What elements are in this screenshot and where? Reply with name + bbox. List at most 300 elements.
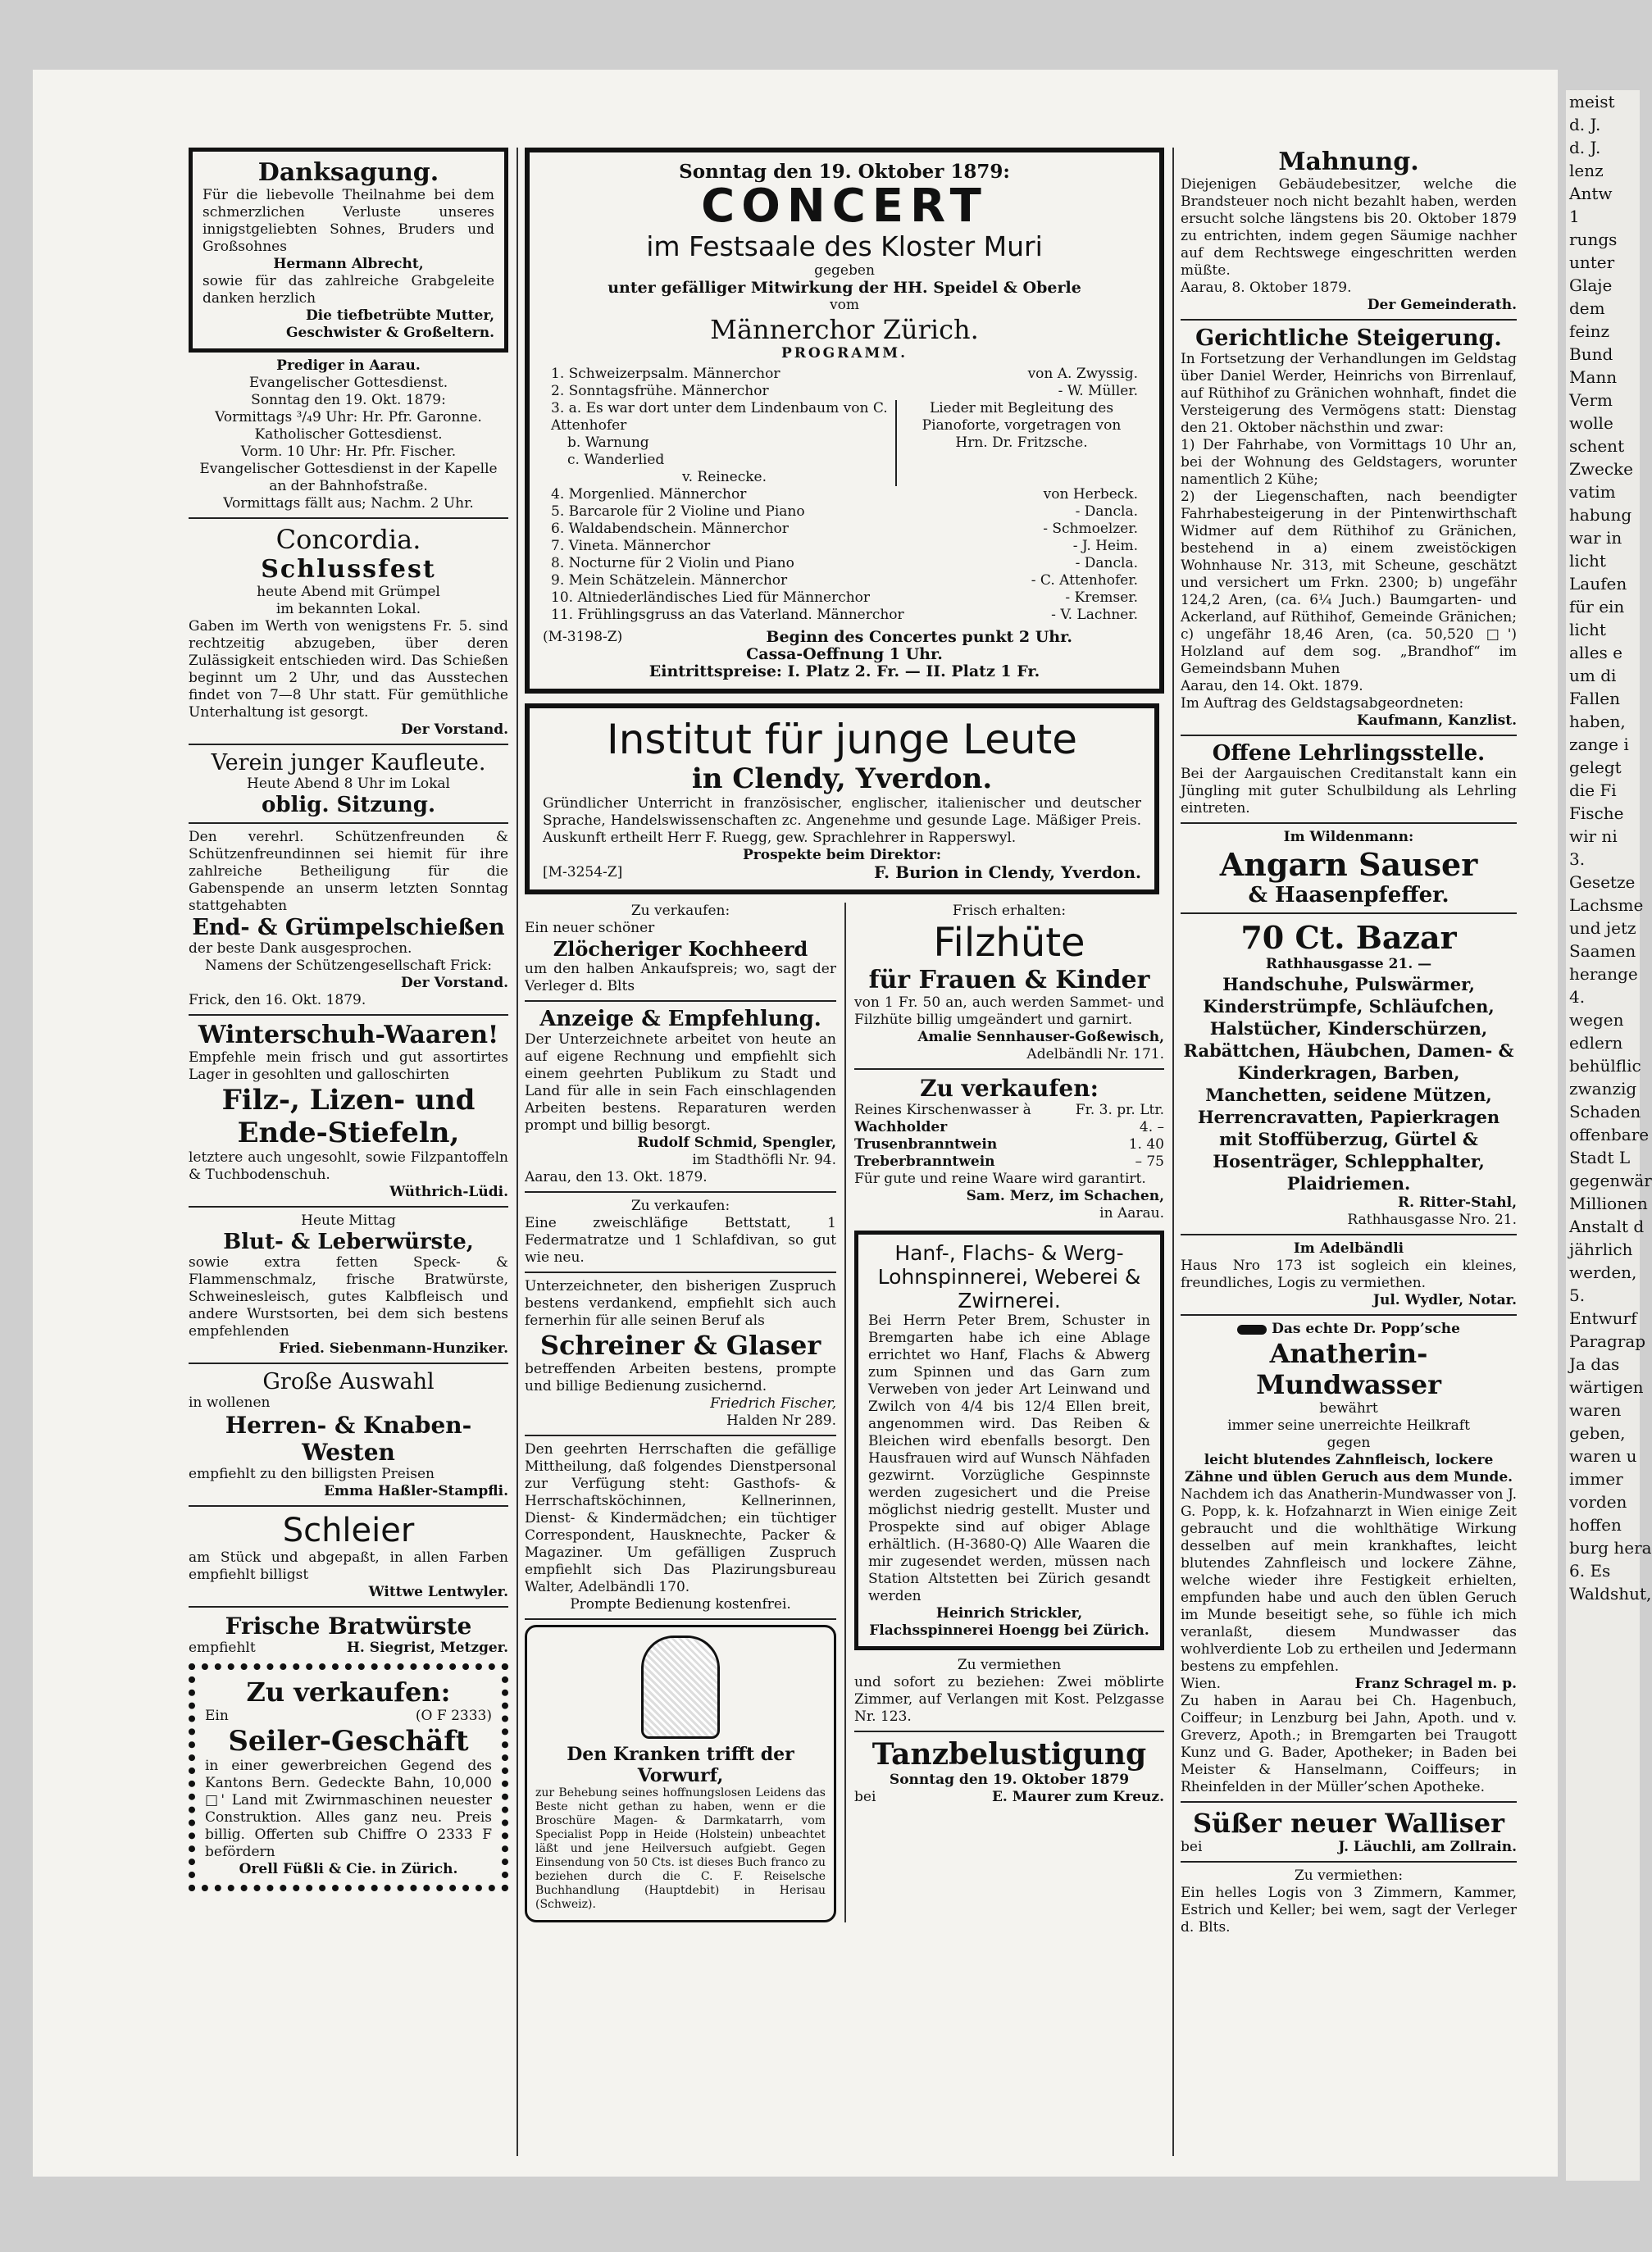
ad-headline: Filz-, Lizen- und [221,1084,476,1117]
program-composer: - Dancla. [1075,503,1138,520]
divider [525,1000,836,1002]
ad-title: Große Auswahl [262,1369,435,1394]
ad-signature: Jul. Wydler, Notar. [1372,1292,1517,1308]
strip-line: die Fi [1569,780,1617,800]
ad-title: Süßer neuer Walliser [1193,1808,1504,1839]
ad-headline: für Frauen & Kinder [868,966,1150,994]
strip-line: burg hera [1569,1538,1652,1558]
program-item [551,486,1138,503]
ad-line: Wien. [1181,1676,1222,1692]
ad-headline: Ende-Stiefeln, [237,1117,460,1149]
ad-line: Vorm. 10 Uhr: Hr. Pfr. Fischer. [240,444,457,460]
divider [525,1435,836,1436]
ad-signature: Emma Haßler-Stampfli. [324,1483,508,1499]
ad-date: Aarau, den 14. Okt. 1879. [1181,678,1363,694]
divider [189,1505,508,1507]
strip-line: Fallen [1569,689,1620,708]
divider [189,517,508,519]
ad-signature: R. Ritter-Stahl, [1398,1194,1517,1211]
strip-line: geben, [1569,1423,1626,1443]
strip-line: Gesetze [1569,872,1636,892]
ad-line: Vormittags ³/₄9 Uhr: Hr. Pfr. Garonne. [215,409,482,425]
ad-line: bei [1181,1839,1203,1855]
strip-line: Millionen [1569,1194,1648,1213]
ad-line: Zu vermiethen [957,1657,1062,1673]
ad-adelbaendli [1181,1240,1517,1309]
ad-signature: F. Burion in Clendy, Yverdon. [873,862,1141,882]
ad-subtitle: Evangelischer Gottesdienst in der Kapelle [199,461,498,477]
ad-title: Gerichtliche Steigerung. [1195,325,1502,351]
price-item: Wachholder [854,1119,948,1135]
ad-row [1181,1839,1517,1856]
ad-title: Concordia. [275,524,421,555]
strip-line: vatim [1569,482,1616,502]
strip-line: hoffen [1569,1515,1622,1535]
strip-line: waren u [1569,1446,1637,1466]
divider [1181,1234,1517,1235]
ad-body: zur Behebung seines hoffnungslosen Leidens das Beste nicht gethan zu haben, wenn er die Broschüre Magen- & Darmkatarrh, vom Specialist Popp in Heide (Holstein) unbeachtet läßt und jene Heilversuch aufgiebt. Gegen Einsendung von 50 Cts. ist dieses Buch franco zu beziehen durch die C. F. Reiselsche Buchhandlung (Hauptdebit) in Herisau (Schweiz). [535,1786,826,1911]
strip-line: Entwurf [1569,1308,1637,1328]
ad-title: Zu verkaufen: [920,1075,1099,1102]
ad-body: Diejenigen Gebäudebesitzer, welche die Brandsteuer noch nicht bezahlt haben, werden ersucht solche längstens bis 20. Oktober 1879 zu entrichten, indem gegen Säumige nachher auf dem Rechtswege eingeschritten werden müßte. [1181,176,1517,279]
ad-line: bewährt [1319,1400,1378,1417]
column-rule [517,148,518,2156]
strip-line: Verm [1569,390,1613,410]
ad-line: Zu vermiethen: [1294,1868,1404,1884]
ad-line: Vormittags fällt aus; Nachm. 2 Uhr. [223,495,474,512]
ad-winterschuh [189,1021,508,1201]
strip-line: Ja das [1569,1354,1620,1374]
ad-title: Frische Bratwürste [225,1613,472,1640]
divider [525,1191,836,1193]
concert-choir: Männerchor Zürich. [710,314,979,345]
program-composer: - W. Müller. [1058,383,1138,399]
ad-tanz [854,1737,1164,1806]
concert-subtitle: im Festsaale des Kloster Muri [646,230,1043,262]
strip-line: wir ni [1569,826,1618,846]
ad-schuetzen [189,829,508,1009]
ad-body: 1) Der Fahrhabe, von Vormittags 10 Uhr an, bei der Wohnung des Geldstagers, worunter namentlich 2 Kühe; [1181,437,1517,488]
ad-date: Aarau, 8. Oktober 1879. [1181,280,1352,296]
ad-row [205,1708,492,1725]
ad-headline: End- & Grümpelschießen [192,915,505,940]
ad-signature: Friedrich Fischer, [710,1395,836,1412]
divider [1181,319,1517,321]
price-value: – 75 [1135,1153,1164,1170]
column-rule [1172,148,1174,2156]
strip-line: gelegt [1569,757,1622,777]
strip-line: 6. Es [1569,1561,1611,1581]
ad-line: Heute Mittag [301,1212,396,1229]
strip-line: Lachsme [1569,895,1644,915]
program-title: 7. Vineta. Männerchor [551,538,711,554]
ad-body: und sofort zu beziehen: Zwei möblirte Zimmer, auf Verlangen mit Kost. Pelzgasse Nr. 123. [854,1674,1164,1725]
divider [854,1731,1164,1732]
ad-signature: Franz Schragel m. p. [1354,1676,1517,1692]
program-title: 6. Waldabendschein. Männerchor [551,521,789,537]
strip-line: d. J. [1569,138,1601,157]
price-row [854,1119,1164,1136]
ad-kranken [525,1625,836,1922]
ad-line: Ein [205,1708,229,1724]
strip-line: rungs [1569,230,1618,249]
ad-address: Halden Nr 289. [726,1413,836,1429]
divider [1181,1801,1517,1803]
strip-line: licht [1569,620,1606,639]
strip-line: zwanzig [1569,1079,1637,1099]
program-composer: - C. Attenhofer. [1031,572,1138,589]
ad-line: Prompte Bedienung kostenfrei. [570,1596,791,1613]
ad-signature: Rudolf Schmid, Spengler, [637,1135,836,1151]
ad-headline: Blut- & Leberwürste, [223,1230,474,1254]
divider [1181,912,1517,914]
ad-prediger [189,357,508,512]
ad-body: Den geehrten Herrschaften die gefällige Mittheilung, daß folgendes Dienstpersonal zur Verfügung steht: Gasthofs- & Herrschaftsköchinnen, Kellnerinnen, Dienst- & Kindermädchen; ein tüchtiger Correspondent, Hausknechte, Packer & Magaziner. Um gefälligen Zuspruch empfiehlt sich Das Plazirungsbureau Walter, Adelbändli 170. [525,1441,836,1595]
divider [189,822,508,824]
concert-prices: Eintrittspreise: I. Platz 2. Fr. — II. Platz 1 Fr. [649,662,1040,680]
ad-bazar [1181,919,1517,1229]
program-title: 8. Nocturne für 2 Violin und Piano [551,555,794,571]
ad-logis [1181,1868,1517,1936]
ad-title: Zu verkaufen: [246,1676,451,1708]
strip-line: 1 [1569,207,1580,226]
ad-line: bei [854,1789,876,1805]
ad-kirschwasser [854,1075,1164,1222]
strip-line: habung [1569,505,1632,525]
ad-line: leicht blutendes Zahnfleisch, lockere Zähne und üblen Geruch aus dem Munde. [1184,1452,1513,1485]
ad-zimmer [854,1657,1164,1726]
ad-row [543,864,1141,881]
ad-line: im bekannten Lokal. [275,601,421,617]
program-title: 2. Sonntagsfrühe. Männerchor [551,383,769,399]
divider [189,744,508,745]
divider [1181,1314,1517,1316]
ad-name: Hermann Albrecht, [273,256,424,272]
ad-headline: Schlussfest [261,555,436,584]
concert-title: CONCERT [701,180,988,233]
ad-walliser [1181,1808,1517,1856]
ad-subtitle: & Haasenpfeffer. [1248,883,1449,908]
strip-line: 5. [1569,1285,1586,1305]
ad-date: Aarau, den 13. Okt. 1879. [525,1169,708,1185]
ad-signature: E. Maurer zum Kreuz. [991,1789,1164,1805]
program-item-group [551,400,1138,486]
strip-line: licht [1569,551,1606,571]
middle-left-subcolumn [525,903,846,1922]
ad-bratwurst [189,1613,508,1657]
ad-headline: Angarn Sauser [1219,846,1478,883]
program-subitems [551,400,895,486]
ad-body: sowie extra fetten Speck- & Flammenschmalz, frische Bratwürste, Schweinesleisch, gutes Kalbfleisch und andere Wurstsorten, bei dem sich bestens empfehlenden [189,1254,508,1340]
strip-line: meist [1569,92,1615,111]
concert-date: Sonntag den 19. Oktober 1879: [679,161,1010,183]
strip-line: Antw [1569,184,1613,203]
ad-body: in einer gewerbreichen Gegend des Kantons Bern. Gedeckte Bahn, 10,000 □' Land mit Zwirnmaschinen neuester Construktion. Alles ganz neu. Preis billig. Offerten sub Chiffre O 2333 F befördern [205,1758,492,1860]
price-item: Reines Kirschenwasser à [854,1102,1031,1118]
column-right [1181,148,1517,1936]
ad-verein [189,750,508,817]
ad-body: In Fortsetzung der Verhandlungen im Geldstag über Daniel Werder, Heinrichs von Birrenlauf, auf Rüthihof zu Gränichen wohnhaft, findet die Versteigerung des Vermögens statt: Dienstag den 21. Oktober nächsthin und zwar: [1181,351,1517,436]
program-composer: von Herbeck. [1043,486,1138,503]
strip-line: edlern [1569,1033,1623,1053]
program-title: 3. a. Es war dort unter dem Lindenbaum von C. Attenhofer [551,400,888,434]
strip-line: Anstalt d [1569,1217,1645,1236]
ad-signature: Amalie Sennhauser-Goßewisch, [917,1029,1164,1045]
strip-line: vorden [1569,1492,1627,1512]
ad-line: immer seine unerreichte Heilkraft [1227,1417,1470,1434]
ad-line: gegen [1327,1435,1371,1451]
ad-headline: oblig. Sitzung. [261,793,436,817]
program-title: 1. Schweizerpsalm. Männerchor [551,366,780,382]
ad-headline: Schreiner & Glaser [539,1330,821,1361]
ad-title: Winterschuh-Waaren! [198,1021,499,1049]
ad-headline: Anatherin-Mundwasser [1256,1338,1441,1400]
price-value: 1. 40 [1128,1136,1164,1153]
ad-line: empfiehlt zu den billigsten Preisen [189,1466,435,1482]
ad-popp [1181,1321,1517,1796]
strip-line: wärtigen [1569,1377,1644,1397]
price-value: 4. – [1139,1119,1164,1135]
strip-line: Waldshut, [1569,1584,1652,1604]
ad-body: Bei Herrn Peter Brem, Schuster in Bremgarten habe ich eine Ablage errichtet wo Hanf, Flachs & Abwerg zum Spinnen und das Garn zum Verweben von jeder Art Leinwand und Zwilch von 4/4 bis 12/4 Ellen breit, angenommen wird. Das Reiben & Bleichen wird ebenfalls besorgt. Den Hausfrauen wird auf Wunsch Nähfaden gezwirnt. Vorzügliche Gespinnste werden zugesichert und die Preise möglichst niedrig gestellt. Muster und Prospekte sind auf obiger Ablage erhältlich. (H-3680-Q) Alle Waaren die mir zugesendet werden, müssen nach Station Altstetten bei Zürich gesandt werden [868,1313,1150,1604]
ad-line: Zu verkaufen: [630,1198,730,1214]
ad-address: im Stadthöfli Nr. 94. [692,1152,836,1168]
strip-line: Zwecke [1569,459,1634,479]
price-item: Trusenbranntwein [854,1136,998,1153]
ad-signature: Wittwe Lentwyler. [368,1584,508,1600]
strip-line: waren [1569,1400,1622,1420]
ad-row [1181,1676,1517,1693]
ad-line: Im Adelbändli [1293,1240,1404,1257]
program-composer: von A. Zwyssig. [1027,366,1138,382]
strip-line: dem [1569,298,1605,318]
program-note: Lieder mit Begleitung des Pianoforte, vorgetragen von Hrn. Dr. Fritzsche. [895,400,1138,486]
strip-line: feinz [1569,321,1610,341]
ad-body: um den halben Ankaufspreis; wo, sagt der Verleger d. Blts [525,961,836,994]
program-list [551,366,1138,624]
program-composer: - V. Lachner. [1051,607,1138,623]
ad-address: Rathhausgasse 21. — [1265,956,1432,972]
adjacent-page-strip [1566,90,1652,2181]
strip-line: werden, [1569,1262,1637,1282]
ad-code: (M-3198-Z) [543,629,623,645]
strip-line: unter [1569,252,1615,272]
ad-line: Prospekte beim Direktor: [743,847,941,863]
strip-line: Mann [1569,367,1618,387]
strip-line: Laufen [1569,574,1627,594]
ad-headline: Herren- & Knaben-Westen [225,1412,472,1466]
ad-body: Nachdem ich das Anatherin-Mundwasser von J. G. Popp, k. k. Hofzahnarzt in Wien einige Zeit gebraucht und die wohlthätige Wirkung desselben auf mein krankhaftes, leicht blutendes Zahnfleisch und lockere Zähne, welche wieder ihre Festigkeit erhielten, empfunden habe und auch den üblen Geruch im Munde beseitigt sehe, so fühle ich mich veranlaßt, diesem Mundwasser das wohlverdiente Lob zu ertheilen und Jedermann bestens zu empfehlen. [1181,1486,1517,1675]
ad-date: Sonntag den 19. Oktober 1879 [889,1772,1130,1788]
ad-body: Ein helles Logis von 3 Zimmern, Kammer, Estrich und Keller; bei wem, sagt der Verleger d. Blts. [1181,1885,1517,1936]
strip-line: d. J. [1569,115,1601,134]
ad-wildenmann [1181,829,1517,908]
ad-body: Den verehrl. Schützenfreunden & Schützenfreundinnen sei hiemit für ihre zahlreiche Betheiligung für die Gabenspende an unserm letzten Sonntag stattgehabten [189,829,508,914]
ad-title: Tanzbelustigung [872,1737,1147,1772]
ad-concordia [189,524,508,739]
ad-address: Rathhausgasse Nro. 21. [1347,1212,1517,1228]
ad-title: Mahnung. [1278,148,1419,176]
ad-signature: Kaufmann, Kanzlist. [1356,712,1517,729]
program-item [551,503,1138,521]
ad-schleier [189,1512,508,1601]
ad-line: unter gefälliger Mitwirkung der HH. Speidel & Oberle [608,279,1081,297]
ad-signature: Sam. Merz, im Schachen, [966,1188,1164,1204]
divider [1181,1861,1517,1863]
price-row [854,1153,1164,1171]
divider [189,1014,508,1016]
ad-line: Namens der Schützengesellschaft Frick: [205,958,492,974]
strip-line: Saamen [1569,941,1636,961]
strip-line: offenbare [1569,1125,1650,1144]
ad-body: Der Unterzeichnete arbeitet von heute an auf eigene Rechnung und empfiehlt sich einem geehrten Publikum zu Stadt und Land für alle in sein Fach einschlagenden Arbeiten bestens. Reparaturen werden prompt und billig besorgt. [525,1031,836,1134]
ad-line: Heute Abend 8 Uhr im Lokal [247,776,450,792]
ad-subtitle: Katholischer Gottesdienst. [254,426,443,443]
ad-line: Im Auftrag des Geldstagsabgeordneten: [1181,695,1464,712]
ad-mahnung [1181,148,1517,314]
ad-signature: Wüthrich-Lüdi. [389,1184,508,1200]
strip-line: schent [1569,436,1625,456]
concert-cassa: Cassa-Oeffnung 1 Uhr. [746,645,943,663]
concert-begin: Beginn des Concertes punkt 2 Uhr. [766,628,1072,646]
strip-line: immer [1569,1469,1623,1489]
ad-title: Filzhüte [933,920,1085,966]
ad-concert [525,148,1164,694]
column-middle [525,148,1164,1922]
ad-body: Für gute und reine Waare wird garantirt. [854,1171,1146,1187]
ad-date: Frick, den 16. Okt. 1879. [189,992,366,1008]
strip-line: 4. [1569,987,1586,1007]
ad-body: Gründlicher Unterricht in französischer, englischer, italienischer und deutscher Sprache, Handelswissenschaften zc. Angenehme und gesunde Lage. Mäßiger Preis. Auskunft ertheilt Herr F. Ruegg, gew. Sprachlehrer in Rapperswyl. [543,795,1141,846]
ad-line: Im Wildenmann: [1283,829,1414,845]
ad-title: Prediger in Aarau. [276,357,421,374]
strip-line: wegen [1569,1010,1624,1030]
divider [189,1606,508,1608]
ad-line: an der Bahnhofstraße. [269,478,428,494]
ad-kochheerd [525,903,836,995]
ad-body: Eine zweischläfige Bettstatt, 1 Federmatratze und 1 Schlafdivan, so gut wie neu. [525,1215,836,1266]
divider [1181,822,1517,824]
divider [1181,735,1517,736]
ad-title: Offene Lehrlingsstelle. [1212,741,1486,766]
ad-line: in wollenen [189,1394,271,1411]
ad-body: betreffenden Arbeiten bestens, prompte und billige Bedienung zusichernd. [525,1361,836,1394]
ad-filzhuete [854,903,1164,1063]
ad-signature: H. Siegrist, Metzger. [346,1640,508,1656]
divider [525,1618,836,1620]
ad-title: Anzeige & Empfehlung. [539,1007,821,1031]
ad-line [1181,1321,1517,1338]
middle-right-subcolumn [846,903,1164,1922]
program-title: 5. Barcarole für 2 Violine und Piano [551,503,805,520]
ad-steigerung [1181,325,1517,730]
strip-line: war in [1569,528,1622,548]
ad-address: Flachsspinnerei Hoengg bei Zürich. [869,1622,1149,1639]
program-item [551,607,1138,624]
ad-line: Ein neuer schöner [525,920,655,936]
ad-body: der beste Dank ausgesprochen. [189,940,412,957]
ad-line: Frisch erhalten: [952,903,1067,919]
ad-signature: Der Vorstand. [401,975,508,991]
strip-line: haben, [1569,712,1626,731]
ad-body: Haus Nro 173 ist sogleich ein kleines, freundliches, Logis zu vermiethen. [1181,1258,1517,1291]
program-item [551,521,1138,538]
ad-line: Sonntag den 19. Okt. 1879: [251,392,446,408]
column-left [189,148,508,1891]
ad-body: Empfehle mein frisch und gut assortirtes Lager in gesohlten und galloschirten [189,1049,508,1083]
hand-pointer-icon [1237,1325,1267,1335]
program-item [551,366,1138,383]
price-value: Fr. 3. pr. Ltr. [1075,1102,1164,1118]
strip-line: wolle [1569,413,1613,433]
strip-line: Stadt L [1569,1148,1631,1167]
ad-body: Handschuhe, Pulswärmer, Kinderstrümpfe, Schläufchen, Halstücher, Kinderschürzen, Rabättchen, Häubchen, Damen- & Kinderkragen, Barben, Manchetten, seidene Mützen, Herrencravatten, Papierkragen mit Stoffüberzug, Gürtel & Hosenträger, Schlepphalter, Plaidriemen. [1183,974,1514,1194]
ad-seiler [189,1663,508,1891]
ad-line: vom [830,297,859,313]
program-title: c. Wanderlied [567,452,665,468]
ad-code: (O F 2333) [415,1708,492,1724]
strip-line: zange i [1569,735,1629,754]
ad-signature: Der Vorstand. [401,721,508,738]
divider [189,1363,508,1364]
strip-line: jährlich [1569,1240,1633,1259]
ad-bettstatt [525,1198,836,1267]
ad-body: Gaben im Werth von wenigstens Fr. 5. sind rechtzeitig abzugeben, über deren Zulässigkeit entschieden wird. Das Schießen beginnt um 2 Uhr, und das Ausstechen findet von 7—8 Uhr statt. Für gemüthliche Unterhaltung ist gesorgt. [189,618,508,721]
ad-subtitle: Evangelischer Gottesdienst. [248,375,448,391]
ad-danksagung [189,148,508,353]
programm-heading: PROGRAMM. [780,345,908,362]
program-composer: - J. Heim. [1072,538,1138,554]
ad-line: gegeben [814,262,875,279]
ad-schreiner [525,1278,836,1430]
ad-headline: Zlöcheriger Kochheerd [553,937,808,961]
divider [525,1272,836,1273]
ad-title: Hanf-, Flachs- & Werg-Lohnspinnerei, Weberei & Zwirnerei. [877,1241,1141,1313]
strip-line: für ein [1569,597,1625,616]
strip-line: Glaje [1569,275,1613,295]
price-row [854,1102,1164,1119]
ad-body: Bei der Aargauischen Creditanstalt kann ein Jüngling mit guter Schulbildung als Lehrling eintreten. [1181,766,1517,817]
divider [854,1068,1164,1070]
program-composer: - Dancla. [1075,555,1138,571]
ad-body: von 1 Fr. 50 an, auch werden Sammet- und Filzhüte billig umgeändert und garnirt. [854,994,1164,1028]
ad-anzeige [525,1007,836,1186]
ad-title: 70 Ct. Bazar [1240,919,1457,956]
divider [189,1206,508,1208]
strip-line: um di [1569,666,1617,685]
ad-body: letztere auch ungesohlt, sowie Filzpantoffeln & Tuchbodenschuh. [189,1149,508,1183]
price-row [854,1136,1164,1153]
ad-code: [M-3254-Z] [543,864,623,880]
ad-lehrling [1181,741,1517,817]
ad-body: am Stück und abgepaßt, in allen Farben empfiehlt billigst [189,1549,508,1583]
program-title: b. Warnung [567,434,649,451]
strip-line: und jetz [1569,918,1636,938]
ad-signature: Heinrich Strickler, [935,1605,1083,1622]
middle-subcolumns [525,903,1164,1922]
strip-line: alles e [1569,643,1623,662]
ad-institut [525,703,1159,894]
ad-body: Zu haben in Aarau bei Ch. Hagenbuch, Coiffeur; in Lenzburg bei Jahn, Apoth. und v. Greverz, Apoth.; in Bremgarten bei Traugott Kunz und G. Bader, Apotheker; in Baden bei Meister & Hanselmann, Coiffeurs; in Rheinfelden in der Müller’schen Apotheke. [1181,1693,1517,1795]
ad-signature: J. Läuchli, am Zollrain. [1338,1839,1517,1855]
ad-signature: Geschwister & Großeltern. [286,325,494,341]
institut-title: Institut für junge Leute [607,716,1077,763]
ad-row [189,1640,508,1657]
ad-row [854,1789,1164,1806]
ad-body: Unterzeichneter, den bisherigen Zuspruch bestens verdankend, empfiehlt sich auch fernerhin für alle seinen Beruf als [525,1278,836,1329]
ad-title: Schleier [282,1512,415,1549]
price-item: Treberbranntwein [854,1153,995,1170]
